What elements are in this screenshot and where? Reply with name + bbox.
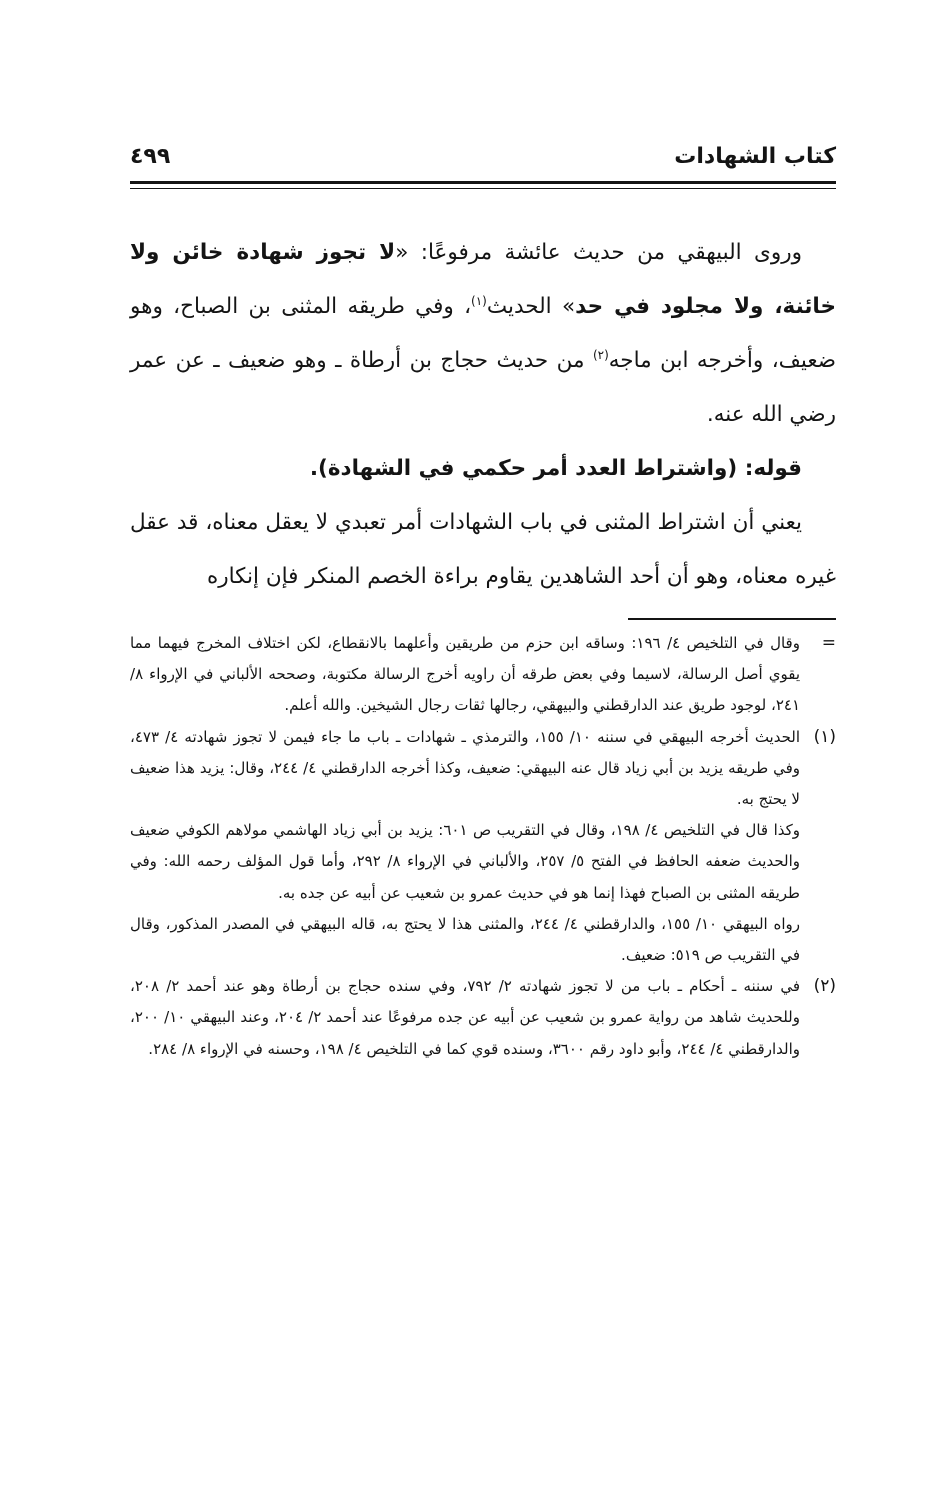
footnote-2	[130, 971, 836, 1065]
footnotes	[130, 628, 836, 1065]
main-text	[130, 226, 836, 604]
page-number: ٤٩٩	[130, 144, 171, 169]
paragraph-quote-heading: قوله: (واشتراط العدد أمر حكمي في الشهادة).	[309, 456, 802, 481]
p1-hadith-quote: لا تجوز شهادة خائن ولا خائنة، ولا مجلود في حد	[130, 240, 836, 319]
footnote-ref-1: (١)	[471, 293, 487, 308]
p1-text-d: من حديث حجاج بن أرطاة ـ وهو ضعيف ـ عن عمر رضي الله عنه.	[130, 348, 836, 427]
footnote-marker: =	[821, 633, 836, 653]
paragraph-hadith	[130, 226, 836, 442]
paragraph-explanation: يعني أن اشتراط المثنى في باب الشهادات أمر تعبدي لا يعقل معناه، قد عقل غيره معناه، وهو أن أحد الشاهدين يقاوم براءة الخصم المنكر فإن إنكاره	[130, 510, 836, 589]
footnote-marker: (١)	[813, 726, 836, 747]
footnote-paragraph: رواه البيهقي ١٠/ ١٥٥، والدارقطني ٤/ ٢٤٤، والمثنى هذا لا يحتج به، قاله البيهقي في المصدر المذكور، وقال في التقريب ص ٥١٩: ضعيف.	[130, 914, 800, 965]
footnote-marker: (٢)	[813, 976, 836, 997]
footnote-paragraph: في سننه ـ أحكام ـ باب من لا تجوز شهادته ٢/ ٧٩٢، وفي سنده حجاج بن أرطاة وهو عند أحمد ٢/ ٢٠٨، وللحديث شاهد من رواية عمرو بن شعيب عن أبيه عن جده مرفوعًا عند أحمد ٢/ ٢٠٤، وعند البيهقي ١٠/ ٢٠٠، والدارقطني ٤/ ٢٤٤، وأبو داود رقم ٣٦٠٠، وسنده قوي كما في التلخيص ٤/ ١٩٨، وحسنه في الإرواء ٨/ ٢٨٤.	[130, 977, 800, 1058]
header-rule-thin	[130, 188, 836, 189]
footnote-continued	[130, 628, 836, 722]
header-rule-thick	[130, 181, 836, 184]
footnote-1	[130, 722, 836, 972]
footnote-paragraph: الحديث أخرجه البيهقي في سننه ١٠/ ١٥٥، والترمذي ـ شهادات ـ باب ما جاء فيمن لا تجوز شهادته ٤/ ٤٧٣، وفي طريقه يزيد بن أبي زياد قال عنه البيهقي: ضعيف، وكذا أخرجه الدارقطني ٤/ ٢٤٤، وقال: يزيد هذا ضعيف لا يحتج به.	[130, 727, 801, 809]
footnote-separator	[628, 618, 836, 620]
p1-text-c: ، وفي طريقه المثنى بن الصباح، وهو ضعيف، وأخرجه ابن ماجه	[130, 294, 837, 373]
p1-text-b: » الحديث	[486, 294, 576, 319]
running-title: كتاب الشهادات	[674, 144, 836, 169]
page-header	[130, 140, 836, 180]
footnote-paragraph: وقال في التلخيص ٤/ ١٩٦: وساقه ابن حزم من طريقين وأعلهما بالانقطاع، لكن اختلاف المخرج فيهما مما يقوي أصل الرسالة، لاسيما وفي بعض طرقه أن راويه أخرج الرسالة مكتوبة، وصححه الألباني في الإرواء ٨/ ٢٤١، لوجود طريق عند الدارقطني والبيهقي، رجالها ثقات رجال الشيخين. والله أعلم.	[130, 634, 800, 715]
footnote-ref-2: (٢)	[592, 347, 609, 362]
p1-text-a: وروى البيهقي من حديث عائشة مرفوعًا: «	[395, 240, 802, 265]
footnote-paragraph: وكذا قال في التلخيص ٤/ ١٩٨، وقال في التقريب ص ٦٠١: يزيد بن أبي زياد الهاشمي مولاهم الكوفي ضعيف والحديث ضعفه الحافظ في الفتح ٥/ ٢٥٧، والألباني في الإرواء ٨/ ٢٩٢، وأما قول المؤلف رحمه الله: وفي طريقه المثنى بن الصباح فهذا إنما هو في حديث عمرو بن شعيب عن أبيه عن جده به.	[130, 821, 800, 902]
